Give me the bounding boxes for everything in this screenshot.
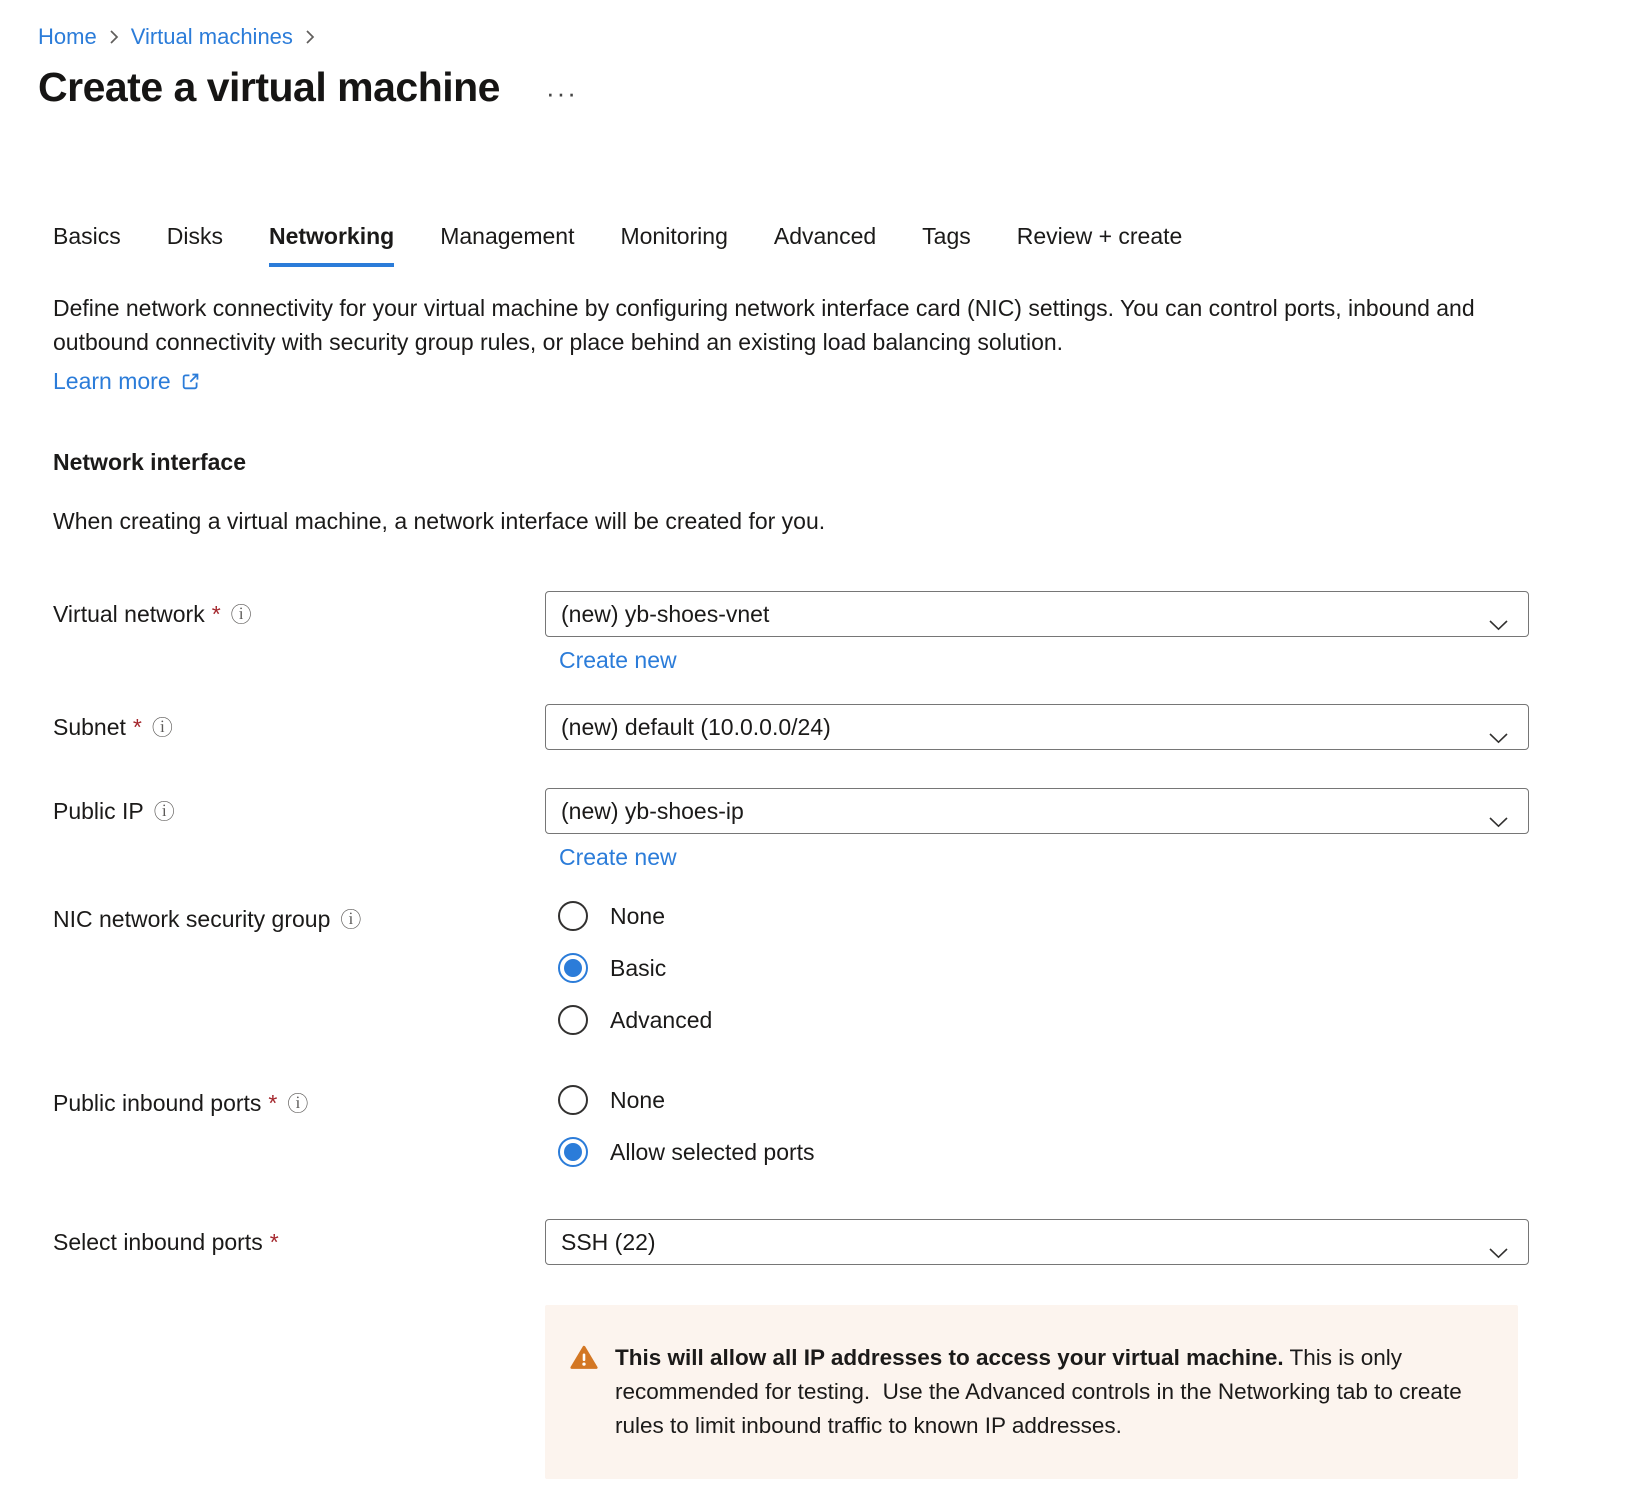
tab-networking[interactable]: Networking: [269, 223, 394, 267]
radio-inbound-allow-selected[interactable]: [558, 1137, 1529, 1167]
public-ip-create-new-link[interactable]: Create new: [559, 844, 677, 870]
public-inbound-ports-row: [53, 1085, 1529, 1167]
chevron-right-icon: [305, 29, 315, 45]
subnet-value: (new) default (10.0.0.0/24): [561, 713, 831, 740]
subnet-row: [53, 704, 1529, 752]
section-description: When creating a virtual machine, a network interface will be created for you.: [53, 508, 826, 534]
title-row: [38, 64, 1644, 111]
chevron-down-icon: [1489, 723, 1508, 750]
radio-label: None: [610, 1086, 665, 1113]
select-inbound-ports-row: [53, 1219, 1529, 1265]
virtual-network-value: (new) yb-shoes-vnet: [561, 600, 770, 627]
more-options-button[interactable]: ···: [545, 77, 578, 108]
required-asterisk: *: [132, 714, 142, 740]
radio-circle: [558, 901, 588, 931]
virtual-network-label: [53, 591, 545, 639]
chevron-down-icon: [1489, 1238, 1508, 1265]
chevron-down-icon: [1489, 807, 1508, 834]
warning-bold-text: This will allow all IP addresses to access your virtual machine.: [615, 1345, 1284, 1370]
nic-nsg-radio-group: [558, 901, 1529, 1035]
section-title-network-interface: Network interface: [53, 449, 247, 475]
select-inbound-ports-label: [53, 1219, 545, 1265]
virtual-network-select[interactable]: [545, 591, 1529, 637]
info-icon[interactable]: ⓘ: [151, 717, 173, 740]
learn-more-label: Learn more: [53, 368, 171, 394]
tab-bar: [53, 223, 1644, 267]
required-asterisk: *: [268, 1090, 278, 1116]
select-inbound-ports-value: SSH (22): [561, 1228, 656, 1255]
networking-intro-text: Define network connectivity for your virtual machine by configuring network interface card (NIC) settings. You can control ports, inbound and outbound connectivity with security group rules, or place behind an existing load balancing solution.: [53, 295, 1475, 355]
page-title: Create a virtual machine: [38, 64, 500, 110]
breadcrumb-home[interactable]: Home: [38, 24, 97, 49]
public-inbound-ports-label: [53, 1085, 545, 1120]
public-ip-row: [53, 788, 1529, 871]
radio-nic-nsg-basic[interactable]: [558, 953, 1529, 983]
public-inbound-ports-radio-group: [558, 1085, 1529, 1167]
label-text: Public inbound ports: [53, 1090, 262, 1116]
warning-text: [615, 1341, 1486, 1443]
info-icon[interactable]: ⓘ: [287, 1093, 309, 1116]
radio-circle-selected: [558, 953, 588, 983]
subnet-label: [53, 704, 545, 752]
radio-nic-nsg-none[interactable]: [558, 901, 1529, 931]
nic-nsg-row: [53, 901, 1529, 1035]
radio-circle-selected: [558, 1137, 588, 1167]
external-link-icon: [180, 371, 201, 392]
virtual-network-create-new-link[interactable]: Create new: [559, 647, 677, 673]
tab-monitoring[interactable]: Monitoring: [620, 223, 728, 249]
tab-basics[interactable]: Basics: [53, 223, 121, 249]
tab-tags[interactable]: Tags: [922, 223, 971, 249]
label-text: Public IP: [53, 798, 144, 824]
warning-body-text: This is only recommended for testing. Use the Advanced controls in the Networking tab to create rules to limit inbound traffic to known IP addresses.: [615, 1345, 1468, 1438]
networking-form: [53, 591, 1529, 1479]
virtual-network-row: [53, 591, 1529, 674]
radio-nic-nsg-advanced[interactable]: [558, 1005, 1529, 1035]
chevron-down-icon: [1489, 610, 1508, 637]
required-asterisk: *: [211, 601, 221, 627]
radio-label: Allow selected ports: [610, 1138, 815, 1165]
public-ip-select[interactable]: [545, 788, 1529, 834]
select-inbound-ports-select[interactable]: [545, 1219, 1529, 1265]
required-asterisk: *: [269, 1229, 279, 1255]
info-icon[interactable]: ⓘ: [153, 801, 175, 824]
radio-label: None: [610, 902, 665, 929]
info-icon[interactable]: ⓘ: [340, 909, 362, 932]
public-ip-label: [53, 788, 545, 836]
radio-inbound-none[interactable]: [558, 1085, 1529, 1115]
tab-management[interactable]: Management: [440, 223, 575, 249]
public-ip-value: (new) yb-shoes-ip: [561, 797, 744, 824]
radio-label: Basic: [610, 954, 667, 981]
info-icon[interactable]: ⓘ: [230, 604, 252, 627]
learn-more-link[interactable]: [53, 368, 201, 395]
warning-banner: [545, 1305, 1518, 1479]
radio-circle: [558, 1085, 588, 1115]
chevron-right-icon: [109, 29, 119, 45]
label-text: Virtual network: [53, 601, 205, 627]
tab-review-create[interactable]: Review + create: [1016, 223, 1183, 249]
radio-label: Advanced: [610, 1006, 713, 1033]
breadcrumb-virtual-machines[interactable]: Virtual machines: [130, 24, 293, 49]
tab-disks[interactable]: Disks: [166, 223, 223, 249]
warning-row: [53, 1305, 1529, 1479]
label-text: NIC network security group: [53, 906, 331, 932]
warning-triangle-icon: [570, 1345, 598, 1375]
nic-nsg-label: [53, 901, 545, 936]
subnet-select[interactable]: [545, 704, 1529, 750]
tab-advanced[interactable]: Advanced: [773, 223, 877, 249]
label-text: Select inbound ports: [53, 1229, 263, 1255]
radio-circle: [558, 1005, 588, 1035]
label-text: Subnet: [53, 714, 126, 740]
breadcrumb: [38, 24, 1644, 50]
